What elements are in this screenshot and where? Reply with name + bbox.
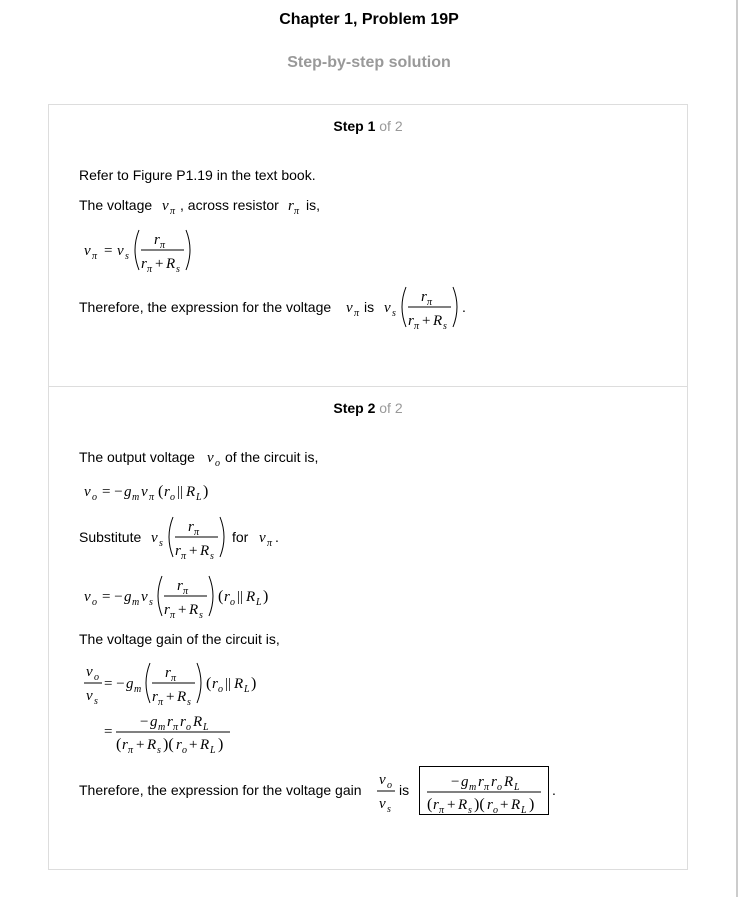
svg-text:π: π bbox=[183, 586, 189, 597]
svg-text:(: ( bbox=[116, 736, 122, 753]
svg-text:R: R bbox=[166, 256, 176, 272]
svg-text:m: m bbox=[469, 782, 477, 793]
svg-text:π: π bbox=[181, 551, 187, 562]
svg-text:v: v bbox=[84, 243, 91, 259]
svg-text:r: r bbox=[164, 602, 170, 618]
svg-text:v: v bbox=[84, 484, 91, 500]
step-2-header bbox=[48, 400, 688, 416]
svg-text:v: v bbox=[84, 589, 91, 605]
svg-text:s: s bbox=[468, 805, 472, 816]
step-1-resistor-label: , across resistor bbox=[180, 197, 279, 213]
svg-text:L: L bbox=[514, 782, 520, 793]
svg-text:π: π bbox=[158, 697, 164, 708]
substitute-period: . bbox=[275, 529, 279, 545]
svg-text:m: m bbox=[134, 684, 142, 695]
svg-text:L: L bbox=[256, 597, 262, 608]
svg-text:): ) bbox=[251, 675, 257, 692]
svg-text:g: g bbox=[150, 714, 158, 730]
svg-text:s: s bbox=[387, 804, 391, 815]
svg-text:m: m bbox=[132, 597, 140, 608]
svg-text:+: + bbox=[189, 543, 198, 559]
svg-text:r: r bbox=[288, 198, 294, 214]
svg-text:o: o bbox=[186, 722, 191, 733]
step-2-count: of 2 bbox=[379, 400, 403, 416]
svg-text:s: s bbox=[159, 538, 163, 549]
svg-text:π: π bbox=[147, 264, 153, 275]
svg-text:= −: = − bbox=[102, 484, 123, 500]
svg-text:=: = bbox=[104, 243, 113, 259]
svg-text:L: L bbox=[196, 492, 202, 503]
svg-text:v: v bbox=[86, 664, 93, 680]
svg-text:+: + bbox=[500, 797, 509, 813]
svg-text:L: L bbox=[521, 805, 527, 816]
svg-text:R: R bbox=[147, 737, 157, 753]
svg-text:r: r bbox=[177, 578, 183, 594]
svg-text:R: R bbox=[200, 543, 210, 559]
svg-text:g: g bbox=[126, 676, 134, 692]
svg-text:(: ( bbox=[427, 796, 433, 813]
svg-text:π: π bbox=[149, 492, 155, 503]
svg-text:||: || bbox=[237, 589, 244, 605]
svg-text:R: R bbox=[511, 797, 521, 813]
svg-text:m: m bbox=[132, 492, 140, 503]
svg-text:r: r bbox=[491, 774, 497, 790]
vo-over-vs-fraction bbox=[377, 769, 397, 815]
svg-text:+: + bbox=[422, 313, 431, 329]
svg-text:r: r bbox=[421, 289, 427, 305]
svg-text:(: ( bbox=[158, 483, 164, 500]
step-1-conclusion: Therefore, the expression for the voltage bbox=[79, 299, 332, 315]
svg-text:= −: = − bbox=[102, 589, 123, 605]
svg-text:π: π bbox=[170, 206, 176, 217]
equation-v-o bbox=[84, 478, 214, 504]
svg-text:r: r bbox=[175, 543, 181, 559]
svg-text:v: v bbox=[259, 530, 266, 546]
svg-text:−: − bbox=[451, 774, 460, 790]
svg-text:(: ( bbox=[206, 675, 212, 692]
svg-text:v: v bbox=[346, 300, 353, 316]
svg-text:s: s bbox=[157, 745, 161, 756]
svg-text:π: π bbox=[194, 527, 200, 538]
svg-text:||: || bbox=[225, 676, 232, 692]
svg-text:π: π bbox=[294, 206, 300, 217]
step-1-count: of 2 bbox=[379, 118, 403, 134]
svg-text:): ) bbox=[218, 736, 224, 753]
svg-text:r: r bbox=[478, 774, 484, 790]
final-answer-box bbox=[419, 766, 551, 816]
svg-text:o: o bbox=[92, 492, 97, 503]
svg-text:o: o bbox=[182, 745, 187, 756]
step-1-voltage-label: The voltage bbox=[79, 197, 153, 213]
svg-text:π: π bbox=[427, 297, 433, 308]
svg-text:s: s bbox=[176, 264, 180, 275]
step-1-is: is, bbox=[306, 197, 320, 213]
svg-text:π: π bbox=[267, 538, 273, 549]
svg-text:r: r bbox=[141, 256, 147, 272]
svg-text:π: π bbox=[171, 673, 177, 684]
svg-text:o: o bbox=[493, 805, 498, 816]
svg-text:+: + bbox=[189, 737, 198, 753]
svg-text:L: L bbox=[244, 684, 250, 695]
svg-text:v: v bbox=[384, 300, 391, 316]
svg-text:o: o bbox=[218, 684, 223, 695]
svg-text:r: r bbox=[152, 689, 158, 705]
step-1-result-expression bbox=[384, 283, 464, 333]
svg-text:r: r bbox=[408, 313, 414, 329]
step-2-conclusion-is: is bbox=[399, 782, 410, 798]
svg-text:π: π bbox=[128, 745, 134, 756]
step-divider bbox=[48, 386, 688, 387]
v-pi-symbol bbox=[161, 196, 181, 218]
svg-text:+: + bbox=[166, 689, 175, 705]
step-1-period: . bbox=[462, 299, 466, 315]
step-1-conclusion-is: is bbox=[364, 299, 375, 315]
svg-text:r: r bbox=[165, 665, 171, 681]
svg-text:π: π bbox=[354, 308, 360, 319]
svg-text:g: g bbox=[461, 774, 469, 790]
svg-text:v: v bbox=[379, 772, 386, 788]
svg-text:r: r bbox=[122, 737, 128, 753]
step-1-intro: Refer to Figure P1.19 in the text book. bbox=[79, 167, 316, 183]
substitute-expression bbox=[151, 513, 231, 563]
substitute-for: for bbox=[232, 529, 249, 545]
equation-gain bbox=[84, 658, 284, 758]
svg-text:R: R bbox=[246, 589, 256, 605]
step-1-label: Step 1 bbox=[333, 118, 376, 134]
svg-text:): ) bbox=[529, 796, 535, 813]
svg-text:=: = bbox=[104, 724, 113, 740]
svg-text:o: o bbox=[497, 782, 502, 793]
svg-text:R: R bbox=[433, 313, 443, 329]
svg-text:R: R bbox=[234, 676, 244, 692]
svg-text:o: o bbox=[92, 597, 97, 608]
svg-text:)(: )( bbox=[163, 736, 174, 753]
svg-text:s: s bbox=[210, 551, 214, 562]
svg-text:+: + bbox=[136, 737, 145, 753]
page-subtitle: Step-by-step solution bbox=[287, 54, 451, 71]
step-2-conclusion: Therefore, the expression for the voltage gain bbox=[79, 782, 362, 798]
svg-text:π: π bbox=[439, 805, 445, 816]
svg-text:m: m bbox=[158, 722, 166, 733]
svg-text:π: π bbox=[173, 722, 179, 733]
svg-text:R: R bbox=[200, 737, 210, 753]
svg-text:r: r bbox=[180, 714, 186, 730]
svg-text:v: v bbox=[207, 450, 214, 466]
step-2-label: Step 2 bbox=[333, 400, 376, 416]
svg-text:v: v bbox=[86, 688, 93, 704]
svg-text:π: π bbox=[170, 610, 176, 621]
svg-text:r: r bbox=[487, 797, 493, 813]
gain-label: The voltage gain of the circuit is, bbox=[79, 631, 280, 647]
svg-text:R: R bbox=[186, 484, 196, 500]
svg-text:R: R bbox=[177, 689, 187, 705]
svg-text:r: r bbox=[212, 676, 218, 692]
svg-text:o: o bbox=[215, 458, 220, 469]
svg-text:π: π bbox=[92, 251, 98, 262]
equation-v-pi bbox=[84, 226, 194, 276]
svg-text:v: v bbox=[141, 589, 148, 605]
svg-text:R: R bbox=[189, 602, 199, 618]
r-pi-symbol bbox=[287, 196, 305, 218]
substitute-label: Substitute bbox=[79, 529, 142, 545]
v-pi-symbol-2 bbox=[345, 298, 365, 320]
step-2-intro: The output voltage bbox=[79, 449, 195, 465]
svg-text:): ) bbox=[203, 483, 209, 500]
svg-text:r: r bbox=[154, 232, 160, 248]
equation-v-o-substituted bbox=[84, 572, 279, 622]
svg-text:s: s bbox=[443, 321, 447, 332]
svg-text:+: + bbox=[155, 256, 164, 272]
svg-text:o: o bbox=[387, 780, 392, 791]
svg-text:r: r bbox=[167, 714, 173, 730]
step-2-period: . bbox=[552, 782, 556, 798]
svg-text:||: || bbox=[177, 484, 184, 500]
svg-text:g: g bbox=[124, 484, 132, 500]
svg-text:s: s bbox=[187, 697, 191, 708]
svg-text:)(: )( bbox=[474, 796, 485, 813]
svg-text:g: g bbox=[124, 589, 132, 605]
svg-text:π: π bbox=[414, 321, 420, 332]
svg-text:R: R bbox=[504, 774, 514, 790]
step-2-intro-rest: of the circuit is, bbox=[225, 449, 319, 465]
svg-text:= −: = − bbox=[104, 676, 125, 692]
svg-text:L: L bbox=[203, 722, 209, 733]
svg-text:s: s bbox=[199, 610, 203, 621]
svg-text:v: v bbox=[379, 796, 386, 812]
svg-text:R: R bbox=[193, 714, 203, 730]
svg-text:(: ( bbox=[218, 588, 224, 605]
svg-text:s: s bbox=[392, 308, 396, 319]
svg-text:v: v bbox=[141, 484, 148, 500]
svg-text:o: o bbox=[170, 492, 175, 503]
svg-text:s: s bbox=[125, 251, 129, 262]
svg-text:r: r bbox=[433, 797, 439, 813]
svg-text:R: R bbox=[458, 797, 468, 813]
svg-text:s: s bbox=[94, 696, 98, 707]
svg-text:r: r bbox=[176, 737, 182, 753]
svg-text:π: π bbox=[160, 240, 166, 251]
svg-text:π: π bbox=[484, 782, 490, 793]
svg-text:v: v bbox=[117, 243, 124, 259]
svg-text:r: r bbox=[224, 589, 230, 605]
svg-text:r: r bbox=[164, 484, 170, 500]
svg-text:s: s bbox=[149, 597, 153, 608]
svg-text:−: − bbox=[140, 714, 149, 730]
svg-text:L: L bbox=[210, 745, 216, 756]
step-1-header bbox=[48, 118, 688, 134]
svg-text:+: + bbox=[178, 602, 187, 618]
svg-text:o: o bbox=[94, 672, 99, 683]
svg-text:v: v bbox=[162, 198, 169, 214]
page-title: Chapter 1, Problem 19P bbox=[279, 11, 459, 28]
svg-text:r: r bbox=[188, 519, 194, 535]
v-o-symbol bbox=[206, 448, 224, 470]
svg-text:+: + bbox=[447, 797, 456, 813]
svg-text:): ) bbox=[263, 588, 269, 605]
svg-text:v: v bbox=[151, 530, 158, 546]
svg-text:o: o bbox=[230, 597, 235, 608]
